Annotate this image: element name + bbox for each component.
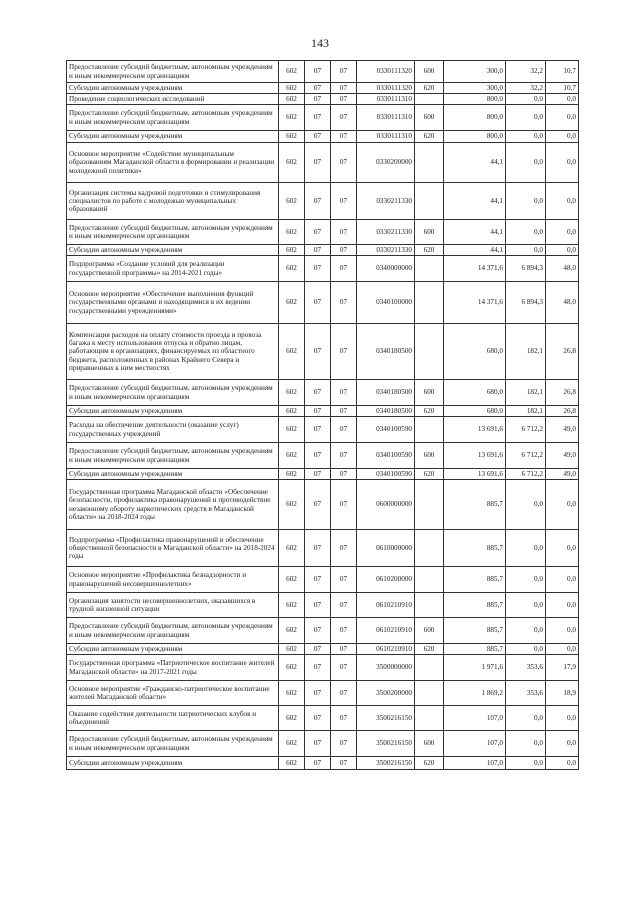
table-row [67,282,579,324]
table-row [67,443,579,469]
row-executed-amount: 0,0 [506,618,546,644]
row-section-code: 07 [305,83,331,94]
row-expense-type-code [415,282,444,324]
row-name: Расходы на обеспечение деятельности (оказание услуг) государственных учреждений [67,417,279,443]
row-target-article-code: 0340100000 [357,282,415,324]
row-executed-amount: 0,0 [506,245,546,256]
row-subsection-code: 07 [331,245,357,256]
row-ministry-code: 602 [279,567,305,593]
table-row [67,245,579,256]
row-section-code: 07 [305,618,331,644]
row-planned-amount: 300,0 [444,83,506,94]
row-subsection-code: 07 [331,220,357,245]
table-row [67,83,579,94]
row-executed-amount: 6 894,3 [506,282,546,324]
row-executed-amount: 182,1 [506,406,546,417]
page-number: 143 [311,36,329,50]
row-executed-amount: 0,0 [506,94,546,105]
row-ministry-code: 602 [279,105,305,131]
row-section-code: 07 [305,183,331,220]
row-target-article-code: 0610000000 [357,530,415,567]
table-row [67,131,579,143]
table-row [67,143,579,183]
table-row [67,94,579,105]
row-subsection-code: 07 [331,567,357,593]
row-expense-type-code: 600 [415,618,444,644]
row-executed-amount: 0,0 [506,706,546,731]
row-target-article-code: 0610210910 [357,593,415,618]
row-ministry-code: 602 [279,731,305,757]
row-subsection-code: 07 [331,706,357,731]
row-expense-type-code [415,94,444,105]
row-executed-amount: 6 894,3 [506,256,546,282]
row-section-code: 07 [305,655,331,681]
row-expense-type-code: 620 [415,757,444,770]
row-expense-type-code [415,480,444,530]
row-execution-percent: 49,0 [546,443,579,469]
row-planned-amount: 44,1 [444,220,506,245]
row-name: Подпрограмма «Профилактика правонарушений и обеспечение общественной безопасности в Магаданской области» на 2018-2024 годы [67,530,279,567]
row-name: Субсидии автономным учреждениям [67,469,279,480]
row-execution-percent: 17,9 [546,655,579,681]
row-name: Предоставление субсидий бюджетным, автономным учреждениям и иным некоммерческим организациям [67,731,279,757]
row-subsection-code: 07 [331,417,357,443]
row-subsection-code: 07 [331,757,357,770]
row-execution-percent: 0,0 [546,706,579,731]
row-name: Предоставление субсидий бюджетным, автономным учреждениям и иным некоммерческим организациям [67,105,279,131]
row-execution-percent: 18,9 [546,681,579,706]
row-subsection-code: 07 [331,655,357,681]
row-subsection-code: 07 [331,406,357,417]
row-section-code: 07 [305,593,331,618]
row-name: Предоставление субсидий бюджетным, автономным учреждениям и иным некоммерческим организациям [67,61,279,83]
row-name: Предоставление субсидий бюджетным, автономным учреждениям и иным некоммерческим организациям [67,618,279,644]
row-name: Субсидии автономным учреждениям [67,644,279,655]
row-ministry-code: 602 [279,618,305,644]
row-target-article-code: 0340100590 [357,443,415,469]
row-target-article-code: 0340180500 [357,380,415,406]
row-name: Субсидии автономным учреждениям [67,131,279,143]
table-row [67,105,579,131]
row-expense-type-code: 620 [415,83,444,94]
row-target-article-code: 3500216150 [357,731,415,757]
row-subsection-code: 07 [331,94,357,105]
row-target-article-code: 0610200000 [357,567,415,593]
row-name: Предоставление субсидий бюджетным, автономным учреждениям и иным некоммерческим организациям [67,380,279,406]
row-target-article-code: 0340000000 [357,256,415,282]
row-ministry-code: 602 [279,593,305,618]
row-ministry-code: 602 [279,655,305,681]
row-planned-amount: 14 371,6 [444,282,506,324]
row-executed-amount: 6 712,2 [506,417,546,443]
row-planned-amount: 44,1 [444,245,506,256]
row-executed-amount: 0,0 [506,220,546,245]
row-planned-amount: 885,7 [444,530,506,567]
row-execution-percent: 0,0 [546,618,579,644]
row-target-article-code: 0340180500 [357,406,415,417]
row-subsection-code: 07 [331,443,357,469]
row-planned-amount: 885,7 [444,644,506,655]
row-executed-amount: 6 712,2 [506,469,546,480]
row-executed-amount: 0,0 [506,530,546,567]
row-ministry-code: 602 [279,282,305,324]
row-ministry-code: 602 [279,417,305,443]
row-ministry-code: 602 [279,143,305,183]
row-executed-amount: 0,0 [506,480,546,530]
row-execution-percent: 0,0 [546,480,579,530]
row-executed-amount: 32,2 [506,83,546,94]
row-planned-amount: 885,7 [444,593,506,618]
row-section-code: 07 [305,567,331,593]
row-ministry-code: 602 [279,94,305,105]
table-row [67,655,579,681]
row-ministry-code: 602 [279,245,305,256]
row-name: Субсидии автономным учреждениям [67,83,279,94]
row-expense-type-code [415,681,444,706]
row-name: Предоставление субсидий бюджетным, автономным учреждениям и иным некоммерческим организациям [67,220,279,245]
row-name: Организация системы кадровой подготовки и стимулирования специалистов по работе с молодежью муниципальных образований [67,183,279,220]
table-row [67,183,579,220]
row-name: Субсидии автономным учреждениям [67,406,279,417]
table-row [67,644,579,655]
row-ministry-code: 602 [279,380,305,406]
row-section-code: 07 [305,131,331,143]
row-ministry-code: 602 [279,469,305,480]
row-execution-percent: 0,0 [546,567,579,593]
row-planned-amount: 44,1 [444,183,506,220]
row-execution-percent: 0,0 [546,220,579,245]
table-row [67,681,579,706]
row-expense-type-code [415,593,444,618]
row-planned-amount: 107,0 [444,757,506,770]
row-execution-percent: 48,0 [546,282,579,324]
row-target-article-code: 0330200000 [357,143,415,183]
row-ministry-code: 602 [279,183,305,220]
row-target-article-code: 0330111310 [357,105,415,131]
row-target-article-code: 0330211330 [357,183,415,220]
table-row [67,324,579,380]
row-target-article-code: 0340100590 [357,469,415,480]
row-subsection-code: 07 [331,618,357,644]
row-name: Государственная программа Магаданской области «Обеспечение безопасности, профилактика правонарушений и противодействие незаконному обороту наркотических средств в Магаданской области» на 2018-2024 годы [67,480,279,530]
row-name: Компенсация расходов на оплату стоимости проезда и провоза багажа к месту использования отпуска и обратно лицам, работающим в организациях, финансируемых из областного бюджета, расположенных в районах Крайнего Севера и приравненных к ним местностях [67,324,279,380]
row-section-code: 07 [305,245,331,256]
table-row [67,61,579,83]
row-executed-amount: 182,1 [506,380,546,406]
row-target-article-code: 0330211330 [357,220,415,245]
table-row [67,256,579,282]
row-name: Субсидии автономным учреждениям [67,245,279,256]
row-executed-amount: 0,0 [506,105,546,131]
row-subsection-code: 07 [331,83,357,94]
row-execution-percent: 0,0 [546,131,579,143]
row-ministry-code: 602 [279,706,305,731]
row-section-code: 07 [305,380,331,406]
row-subsection-code: 07 [331,380,357,406]
row-expense-type-code [415,706,444,731]
row-section-code: 07 [305,94,331,105]
row-executed-amount: 0,0 [506,183,546,220]
row-section-code: 07 [305,256,331,282]
row-ministry-code: 602 [279,220,305,245]
row-planned-amount: 680,0 [444,406,506,417]
row-executed-amount: 0,0 [506,143,546,183]
row-execution-percent: 10,7 [546,83,579,94]
row-executed-amount: 0,0 [506,593,546,618]
row-expense-type-code [415,183,444,220]
table-row [67,220,579,245]
row-section-code: 07 [305,282,331,324]
row-planned-amount: 680,0 [444,324,506,380]
table-row [67,593,579,618]
table-row [67,567,579,593]
row-target-article-code: 0340100590 [357,417,415,443]
row-planned-amount: 13 691,6 [444,443,506,469]
row-expense-type-code: 620 [415,644,444,655]
row-name: Основное мероприятие «Содействие муниципальным образованиям Магаданской области в формировании и реализации молодежной политики» [67,143,279,183]
row-expense-type-code: 600 [415,443,444,469]
row-planned-amount: 300,0 [444,61,506,83]
budget-table-body [67,61,579,770]
row-expense-type-code [415,143,444,183]
row-expense-type-code: 620 [415,469,444,480]
row-expense-type-code: 620 [415,406,444,417]
row-ministry-code: 602 [279,757,305,770]
row-executed-amount: 182,1 [506,324,546,380]
row-target-article-code: 0610210910 [357,618,415,644]
row-planned-amount: 13 691,6 [444,469,506,480]
row-ministry-code: 602 [279,131,305,143]
row-name: Основное мероприятие «Профилактика безнадзорности и правонарушений несовершеннолетних» [67,567,279,593]
row-name: Государственная программа «Патриотическое воспитание жителей Магаданской области» на 2017-2021 годы [67,655,279,681]
row-executed-amount: 353,6 [506,655,546,681]
row-planned-amount: 885,7 [444,480,506,530]
table-row [67,706,579,731]
row-executed-amount: 0,0 [506,644,546,655]
row-subsection-code: 07 [331,593,357,618]
row-planned-amount: 14 371,6 [444,256,506,282]
row-subsection-code: 07 [331,681,357,706]
row-planned-amount: 1 971,6 [444,655,506,681]
row-section-code: 07 [305,443,331,469]
row-executed-amount: 0,0 [506,567,546,593]
row-section-code: 07 [305,469,331,480]
budget-table [66,60,579,770]
row-planned-amount: 1 869,2 [444,681,506,706]
row-planned-amount: 800,0 [444,94,506,105]
row-section-code: 07 [305,324,331,380]
row-execution-percent: 0,0 [546,644,579,655]
row-execution-percent: 49,0 [546,469,579,480]
table-row [67,618,579,644]
row-expense-type-code: 600 [415,380,444,406]
row-executed-amount: 353,6 [506,681,546,706]
row-section-code: 07 [305,143,331,183]
row-ministry-code: 602 [279,256,305,282]
table-row [67,380,579,406]
row-target-article-code: 0330111320 [357,61,415,83]
row-planned-amount: 680,0 [444,380,506,406]
row-expense-type-code: 600 [415,61,444,83]
row-expense-type-code: 600 [415,731,444,757]
row-name: Подпрограмма «Создание условий для реализации государственной программы» на 2014-2021 годы» [67,256,279,282]
table-row [67,469,579,480]
row-expense-type-code [415,256,444,282]
row-target-article-code: 0600000000 [357,480,415,530]
row-subsection-code: 07 [331,324,357,380]
row-name: Проведение социологических исследований [67,94,279,105]
row-execution-percent: 26,8 [546,324,579,380]
row-name: Субсидии автономным учреждениям [67,757,279,770]
row-executed-amount: 0,0 [506,731,546,757]
row-section-code: 07 [305,220,331,245]
row-execution-percent: 0,0 [546,530,579,567]
row-target-article-code: 0330111310 [357,94,415,105]
row-execution-percent: 0,0 [546,731,579,757]
row-target-article-code: 0610210910 [357,644,415,655]
row-section-code: 07 [305,530,331,567]
row-execution-percent: 0,0 [546,94,579,105]
row-ministry-code: 602 [279,83,305,94]
row-execution-percent: 0,0 [546,757,579,770]
row-execution-percent: 0,0 [546,245,579,256]
row-section-code: 07 [305,706,331,731]
row-subsection-code: 07 [331,644,357,655]
row-expense-type-code [415,530,444,567]
row-execution-percent: 0,0 [546,143,579,183]
row-section-code: 07 [305,757,331,770]
row-subsection-code: 07 [331,256,357,282]
row-executed-amount: 32,2 [506,61,546,83]
row-executed-amount: 0,0 [506,131,546,143]
row-expense-type-code [415,567,444,593]
row-subsection-code: 07 [331,530,357,567]
row-planned-amount: 885,7 [444,567,506,593]
row-executed-amount: 6 712,2 [506,443,546,469]
row-subsection-code: 07 [331,282,357,324]
row-target-article-code: 0330111320 [357,83,415,94]
row-ministry-code: 602 [279,61,305,83]
row-execution-percent: 49,0 [546,417,579,443]
row-execution-percent: 0,0 [546,183,579,220]
row-ministry-code: 602 [279,681,305,706]
row-subsection-code: 07 [331,143,357,183]
table-row [67,406,579,417]
row-ministry-code: 602 [279,530,305,567]
table-row [67,530,579,567]
row-target-article-code: 0330111310 [357,131,415,143]
row-target-article-code: 3500000000 [357,655,415,681]
row-planned-amount: 800,0 [444,105,506,131]
row-section-code: 07 [305,417,331,443]
row-executed-amount: 0,0 [506,757,546,770]
row-subsection-code: 07 [331,131,357,143]
row-subsection-code: 07 [331,469,357,480]
table-row [67,417,579,443]
table-row [67,731,579,757]
row-expense-type-code: 600 [415,220,444,245]
row-ministry-code: 602 [279,480,305,530]
row-ministry-code: 602 [279,644,305,655]
row-ministry-code: 602 [279,406,305,417]
row-expense-type-code: 620 [415,131,444,143]
row-execution-percent: 0,0 [546,105,579,131]
row-execution-percent: 0,0 [546,593,579,618]
row-expense-type-code [415,655,444,681]
row-subsection-code: 07 [331,61,357,83]
row-target-article-code: 3500200000 [357,681,415,706]
row-target-article-code: 3500216150 [357,757,415,770]
row-name: Предоставление субсидий бюджетным, автономным учреждениям и иным некоммерческим организациям [67,443,279,469]
row-planned-amount: 44,1 [444,143,506,183]
row-name: Основное мероприятие «Гражданско-патриотическое воспитание жителей Магаданской области» [67,681,279,706]
row-section-code: 07 [305,480,331,530]
row-subsection-code: 07 [331,480,357,530]
row-planned-amount: 107,0 [444,706,506,731]
row-name: Оказание содействия деятельности патриотических клубов и объединений [67,706,279,731]
row-section-code: 07 [305,61,331,83]
row-planned-amount: 13 691,6 [444,417,506,443]
row-section-code: 07 [305,644,331,655]
row-name: Организация занятости несовершеннолетних, оказавшихся в трудной жизненной ситуации [67,593,279,618]
row-ministry-code: 602 [279,443,305,469]
row-subsection-code: 07 [331,105,357,131]
row-target-article-code: 3500216150 [357,706,415,731]
row-name: Основное мероприятие «Обеспечение выполнения функций государственными органами и находящимися в их ведении государственными учреждениями» [67,282,279,324]
row-planned-amount: 107,0 [444,731,506,757]
row-expense-type-code: 620 [415,245,444,256]
row-execution-percent: 26,8 [546,406,579,417]
row-expense-type-code: 600 [415,105,444,131]
row-execution-percent: 10,7 [546,61,579,83]
row-section-code: 07 [305,105,331,131]
row-planned-amount: 885,7 [444,618,506,644]
row-expense-type-code [415,324,444,380]
row-subsection-code: 07 [331,731,357,757]
row-expense-type-code [415,417,444,443]
row-target-article-code: 0340180500 [357,324,415,380]
row-section-code: 07 [305,681,331,706]
row-ministry-code: 602 [279,324,305,380]
row-subsection-code: 07 [331,183,357,220]
row-section-code: 07 [305,731,331,757]
row-target-article-code: 0330211330 [357,245,415,256]
row-execution-percent: 26,8 [546,380,579,406]
row-execution-percent: 48,0 [546,256,579,282]
table-row [67,480,579,530]
table-row [67,757,579,770]
row-section-code: 07 [305,406,331,417]
row-planned-amount: 800,0 [444,131,506,143]
